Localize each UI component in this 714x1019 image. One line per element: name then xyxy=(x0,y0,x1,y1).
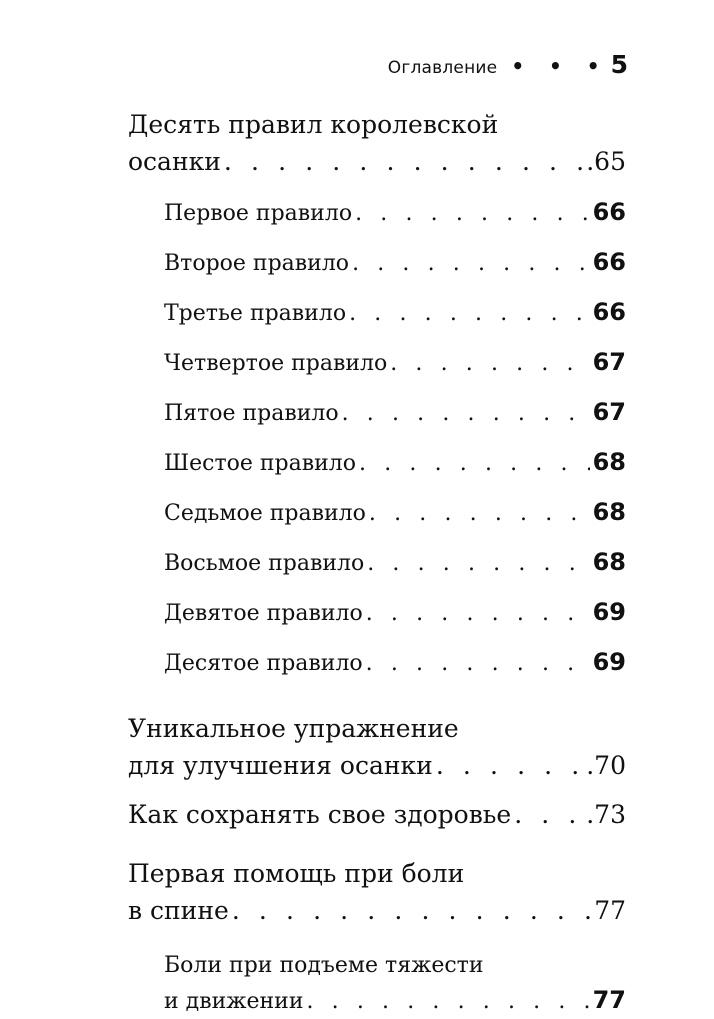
toc-page-number: 69 xyxy=(592,648,626,676)
toc-subentry-title: Четвертое правило xyxy=(164,351,388,376)
toc-page-number: 66 xyxy=(592,298,626,326)
toc-page-number: .73 xyxy=(586,800,626,829)
toc-entry-title: Как сохранять свое здоровье xyxy=(128,800,512,829)
toc-page-number: .70 xyxy=(586,751,626,780)
dot-leader xyxy=(366,590,590,638)
toc-subentry-title: Девятое правило xyxy=(164,601,363,626)
toc-entry-title: Десять правил королевской xyxy=(128,110,499,139)
toc-subentry-rule-10[interactable] xyxy=(128,638,626,688)
dot-leader xyxy=(355,190,590,238)
toc-page-number: 68 xyxy=(592,498,626,526)
toc-subentry-title: Шестое правило xyxy=(164,451,357,476)
toc-entry-keep-health[interactable] xyxy=(128,796,626,833)
toc-entry-title: Первая помощь при боли xyxy=(128,859,465,888)
toc-entry-line xyxy=(128,143,626,180)
dot-leader xyxy=(342,390,590,438)
dot-leader xyxy=(359,440,590,488)
toc-entry-first-aid[interactable] xyxy=(128,855,626,929)
dot-leader xyxy=(224,143,583,180)
toc-subentry-title-cont: и движении xyxy=(164,989,304,1014)
toc-subentry-title: Пятое правило xyxy=(164,401,339,426)
dot-leader xyxy=(369,490,590,538)
toc-subentry-title: Десятое правило xyxy=(164,651,363,676)
toc-entry-line xyxy=(164,949,626,983)
toc-subentry-rule-3[interactable] xyxy=(128,288,626,338)
toc-page-number: 68 xyxy=(592,548,626,576)
rules-list xyxy=(128,188,626,688)
toc-page-number: 66 xyxy=(592,248,626,276)
running-header-dots: • • • xyxy=(511,54,609,78)
running-header-title: Оглавление xyxy=(387,58,498,78)
running-header xyxy=(388,50,628,79)
toc-page-number: 68 xyxy=(592,448,626,476)
toc-page-number: 66 xyxy=(592,198,626,226)
toc-entry-line xyxy=(128,796,626,833)
toc-entry-line xyxy=(128,855,626,892)
dot-leader xyxy=(232,892,591,929)
toc-entry-unique-exercise[interactable] xyxy=(128,710,626,784)
toc-entry-title-cont: для улучшения осанки xyxy=(128,751,433,780)
dot-leader xyxy=(352,240,590,288)
toc-subentry-title: Третье правило xyxy=(164,301,347,326)
toc-page-number: 67 xyxy=(592,348,626,376)
toc-subentry-lifting-pain[interactable] xyxy=(128,949,626,1019)
toc-subentry-rule-2[interactable] xyxy=(128,238,626,288)
table-of-contents xyxy=(128,106,626,1019)
dot-leader xyxy=(367,540,589,588)
toc-subentry-rule-9[interactable] xyxy=(128,588,626,638)
toc-subentry-rule-1[interactable] xyxy=(128,188,626,238)
toc-entry-title-cont: осанки xyxy=(128,147,221,176)
toc-entry-line xyxy=(128,710,626,747)
toc-subentry-title: Боли при подъеме тяжести xyxy=(164,953,484,978)
toc-entry-title-cont: в спине xyxy=(128,896,229,925)
toc-subentry-rule-5[interactable] xyxy=(128,388,626,438)
dot-leader xyxy=(366,640,590,688)
toc-entry-ten-rules[interactable] xyxy=(128,106,626,180)
toc-subentry-title: Первое правило xyxy=(164,201,353,226)
toc-entry-line xyxy=(128,892,626,929)
toc-page-number: .65 xyxy=(586,147,626,176)
toc-page-number: 77 xyxy=(594,896,626,925)
page-number: 5 xyxy=(610,50,628,79)
toc-subentry-rule-8[interactable] xyxy=(128,538,626,588)
toc-entry-line xyxy=(164,983,626,1019)
toc-subentry-title: Второе правило xyxy=(164,251,350,276)
dot-leader xyxy=(436,747,583,784)
toc-entry-line xyxy=(128,106,626,143)
dot-leader xyxy=(307,985,590,1019)
toc-subentry-title: Восьмое правило xyxy=(164,551,365,576)
dot-leader xyxy=(349,290,590,338)
toc-subentry-title: Седьмое правило xyxy=(164,501,366,526)
toc-subentry-rule-4[interactable] xyxy=(128,338,626,388)
toc-page-number: 67 xyxy=(592,398,626,426)
dot-leader xyxy=(390,340,589,388)
toc-page-number: 77 xyxy=(592,986,626,1014)
toc-page-number: 69 xyxy=(592,598,626,626)
toc-entry-line xyxy=(128,747,626,784)
toc-subentry-rule-6[interactable] xyxy=(128,438,626,488)
dot-leader xyxy=(514,796,583,833)
toc-subentry-rule-7[interactable] xyxy=(128,488,626,538)
toc-entry-title: Уникальное упражнение xyxy=(128,714,459,743)
